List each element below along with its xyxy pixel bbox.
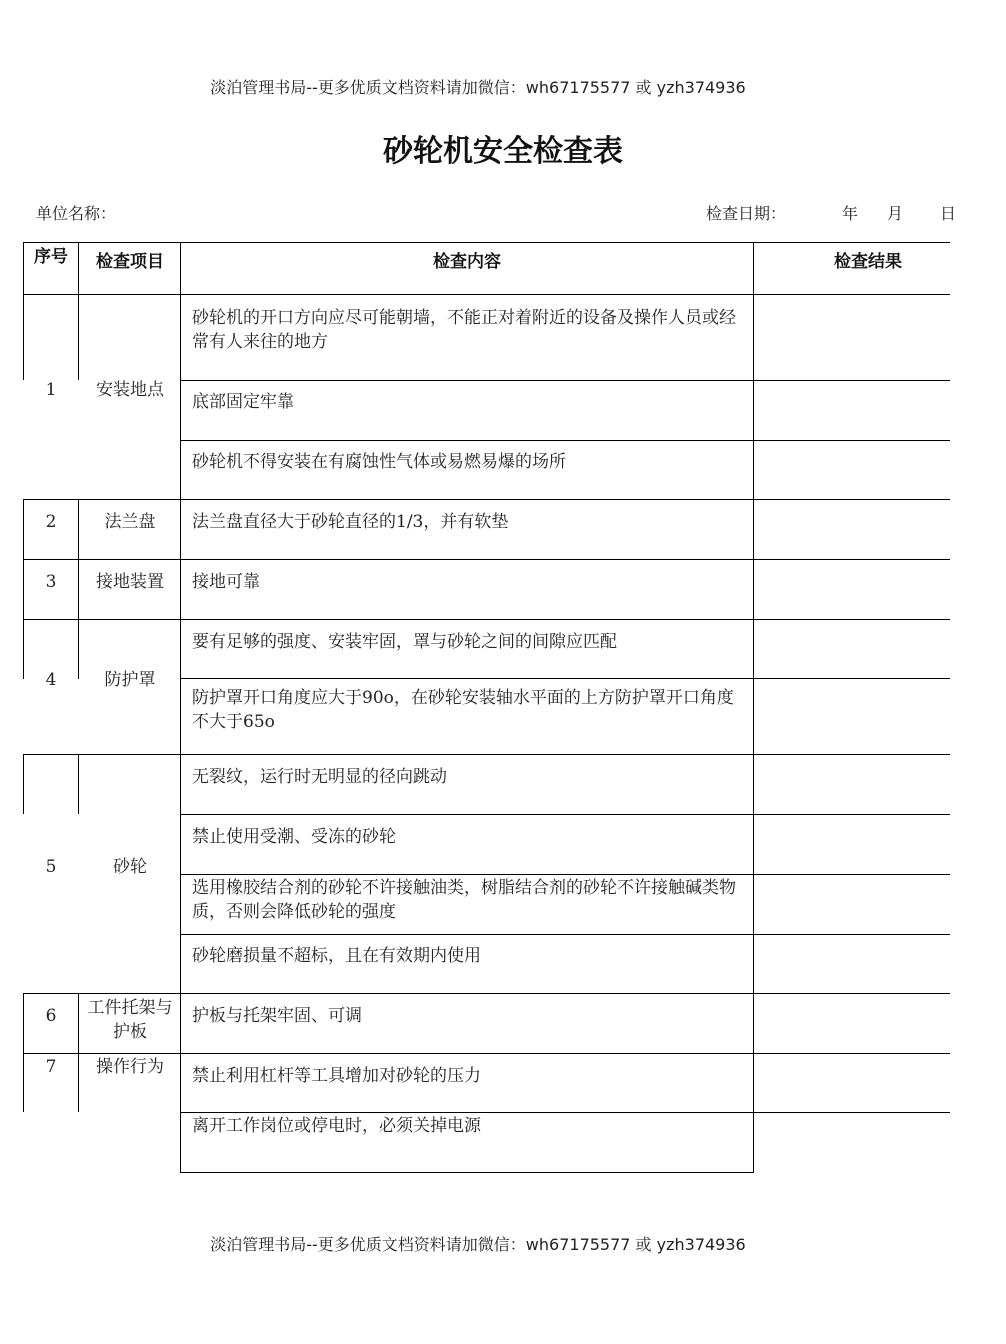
table-border-bottom bbox=[180, 1172, 754, 1173]
row-rule bbox=[180, 1112, 950, 1113]
header-no: 序号 bbox=[34, 247, 68, 267]
group-5-no: 5 bbox=[45, 857, 57, 877]
page-title: 砂轮机安全检查表 bbox=[383, 134, 623, 169]
group-7-item: 操作行为 bbox=[96, 1057, 164, 1077]
check-content: 选用橡胶结合剂的砂轮不许接触油类，树脂结合剂的砂轮不许接触碱类物质，否则会降低砂轮的强度 bbox=[192, 878, 736, 922]
row-rule bbox=[23, 754, 950, 755]
header-item: 检查项目 bbox=[96, 252, 164, 272]
row-rule bbox=[180, 934, 950, 935]
group-1-no: 1 bbox=[45, 380, 57, 400]
check-content: 无裂纹，运行时无明显的径向跳动 bbox=[192, 767, 447, 787]
group-4-item: 防护罩 bbox=[104, 670, 156, 690]
group-3-item: 接地装置 bbox=[96, 572, 164, 592]
row-rule bbox=[23, 619, 950, 620]
group-5-item: 砂轮 bbox=[113, 857, 147, 877]
header-note: 淡泊管理书局--更多优质文档资料请加微信：wh67175577 或 yzh374936 bbox=[210, 78, 746, 97]
col-rule bbox=[78, 993, 79, 1112]
col-rule bbox=[78, 242, 79, 380]
header-content: 检查内容 bbox=[433, 252, 501, 272]
col-rule bbox=[78, 499, 79, 679]
check-content: 护板与托架牢固、可调 bbox=[192, 1006, 362, 1026]
col-rule bbox=[78, 754, 79, 814]
inspection-date-label: 检查日期： bbox=[706, 204, 787, 223]
check-content: 接地可靠 bbox=[192, 572, 260, 592]
row-rule bbox=[180, 874, 950, 875]
check-content: 法兰盘直径大于砂轮直径的1/3，并有软垫 bbox=[192, 512, 509, 532]
check-content: 砂轮机不得安装在有腐蚀性气体或易燃易爆的场所 bbox=[192, 452, 566, 472]
date-day-label: 日 bbox=[940, 204, 957, 223]
group-2-no: 2 bbox=[45, 512, 57, 532]
group-2-item: 法兰盘 bbox=[104, 512, 156, 532]
date-year-label: 年 bbox=[842, 204, 859, 223]
group-1-item: 安装地点 bbox=[96, 380, 164, 400]
col-rule bbox=[753, 242, 754, 1172]
check-content: 砂轮磨损量不超标，且在有效期内使用 bbox=[192, 946, 481, 966]
group-3-no: 3 bbox=[45, 572, 57, 592]
unit-name-label: 单位名称： bbox=[36, 204, 117, 223]
row-rule bbox=[23, 499, 950, 500]
col-rule bbox=[180, 242, 181, 1172]
row-rule bbox=[23, 1053, 950, 1054]
row-rule bbox=[180, 380, 950, 381]
group-6-no: 6 bbox=[45, 1006, 57, 1026]
row-rule bbox=[23, 559, 950, 560]
check-content: 离开工作岗位或停电时，必须关掉电源 bbox=[192, 1116, 481, 1136]
check-content: 禁止利用杠杆等工具增加对砂轮的压力 bbox=[192, 1066, 481, 1086]
col-rule bbox=[23, 754, 24, 814]
group-6-item: 工件托架与护板 bbox=[87, 998, 173, 1042]
row-rule bbox=[180, 814, 950, 815]
row-rule bbox=[180, 678, 950, 679]
check-content: 防护罩开口角度应大于90o，在砂轮安装轴水平面的上方防护罩开口角度不大于65o bbox=[192, 688, 734, 732]
table-border-top bbox=[23, 242, 950, 243]
date-month-label: 月 bbox=[887, 204, 904, 223]
group-4-no: 4 bbox=[45, 670, 57, 690]
check-content: 禁止使用受潮、受冻的砂轮 bbox=[192, 827, 396, 847]
header-rule bbox=[23, 294, 950, 295]
check-content: 底部固定牢靠 bbox=[192, 392, 294, 412]
row-rule bbox=[180, 440, 950, 441]
header-result: 检查结果 bbox=[834, 252, 902, 272]
check-content: 要有足够的强度、安装牢固，罩与砂轮之间的间隙应匹配 bbox=[192, 632, 617, 652]
row-rule bbox=[23, 993, 950, 994]
footer-note: 淡泊管理书局--更多优质文档资料请加微信：wh67175577 或 yzh374936 bbox=[210, 1235, 746, 1254]
group-7-no: 7 bbox=[45, 1057, 57, 1077]
check-content: 砂轮机的开口方向应尽可能朝墙，不能正对着附近的设备及操作人员或经常有人来往的地方 bbox=[192, 308, 736, 352]
